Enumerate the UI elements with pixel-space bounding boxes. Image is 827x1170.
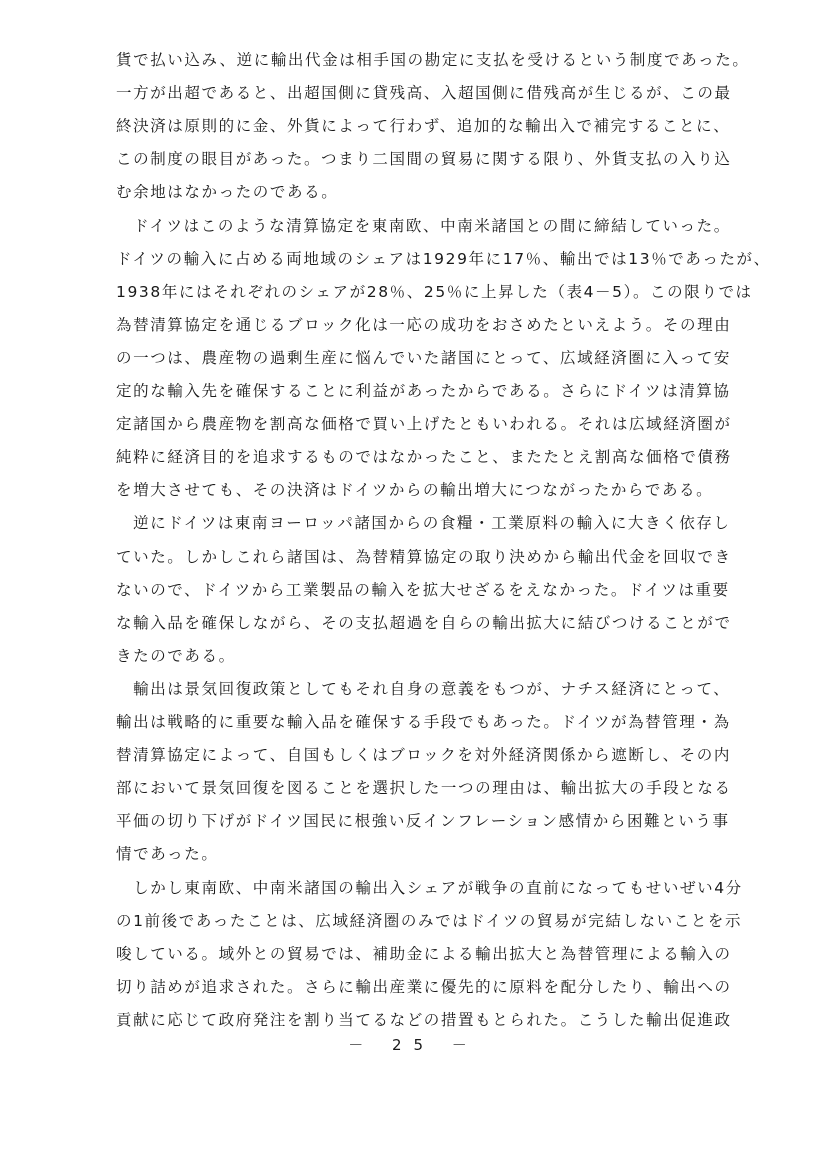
text-line: の1前後であったことは、広域経済圏のみではドイツの貿易が完結しないことを示: [116, 912, 743, 930]
text-line: 1938年にはそれぞれのシェアが28％、25％に上昇した（表4－5）。この限りでは: [116, 283, 753, 301]
text-line: 一方が出超であると、出超国側に貸残高、入超国側に借残高が生じるが、この最: [116, 84, 732, 102]
text-line: ていた。しかしこれら諸国は、為替精算協定の取り決めから輸出代金を回収でき: [116, 548, 732, 566]
text-line: 終決済は原則的に金、外貨によって行わず、追加的な輸出入で補完することに、: [116, 117, 731, 135]
text-line: の一つは、農産物の過剰生産に悩んでいた諸国にとって、広域経済圏に入って安: [116, 349, 731, 367]
text-line: しかし東南欧、中南米諸国の輸出入シェアが戦争の直前になってもせいぜい4分: [116, 879, 743, 897]
text-line: な輸入品を確保しながら、その支払超過を自らの輸出拡大に結びつけることがで: [116, 614, 732, 632]
text-line: この制度の眼目があった。つまり二国間の貿易に関する限り、外貨支払の入り込: [116, 150, 732, 168]
text-line: 為替清算協定を通じるブロック化は一応の成功をおさめたといえよう。その理由: [116, 316, 732, 334]
text-line: 定的な輸入先を確保することに利益があったからである。さらにドイツは清算協: [116, 382, 731, 400]
text-line: 貨で払い込み、逆に輸出代金は相手国の勘定に支払を受けるという制度であった。: [116, 51, 750, 69]
text-line: 切り詰めが追求された。さらに輸出産業に優先的に原料を配分したり、輸出への: [116, 978, 732, 996]
text-line: 部において景気回復を図ることを選択した一つの理由は、輸出拡大の手段となる: [116, 779, 732, 797]
text-line: を増大させても、その決済はドイツからの輸出増大につながったからである。: [116, 481, 714, 499]
text-line: ドイツの輸入に占める両地域のシェアは1929年に17％、輸出では13％であったが、: [116, 250, 771, 268]
page-number: － 25 －: [348, 1036, 479, 1054]
text-line: 貢献に応じて政府発注を割り当てるなどの措置もとられた。こうした輸出促進政: [116, 1011, 732, 1029]
text-line: 替清算協定によって、自国もしくはブロックを対外経済関係から遮断し、その内: [116, 746, 731, 764]
text-line: 定諸国から農産物を割高な価格で買い上げたともいわれる。それは広域経済圏が: [116, 415, 732, 433]
text-line: ドイツはこのような清算協定を東南欧、中南米諸国との間に締結していった。: [116, 217, 731, 235]
text-line: きたのである。: [116, 647, 236, 665]
text-line: 輸出は戦略的に重要な輸入品を確保する手段でもあった。ドイツが為替管理・為: [116, 713, 731, 731]
text-line: 唆している。域外との貿易では、補助金による輸出拡大と為替管理による輸入の: [116, 945, 732, 963]
text-line: 輸出は景気回復政策としてもそれ自身の意義をもつが、ナチス経済にとって、: [116, 680, 731, 698]
text-line: ないので、ドイツから工業製品の輸入を拡大せざるをえなかった。ドイツは重要: [116, 581, 730, 599]
text-line: 平価の切り下げがドイツ国民に根強い反インフレーション感情から困難という事: [116, 812, 730, 830]
text-line: 純粋に経済目的を追求するものではなかったこと、またたとえ割高な価格で債務: [116, 448, 732, 466]
text-line: 情であった。: [116, 845, 219, 863]
text-line: 逆にドイツは東南ヨーロッパ諸国からの食糧・工業原料の輸入に大きく依存し: [116, 514, 731, 532]
text-line: む余地はなかったのである。: [116, 183, 339, 201]
